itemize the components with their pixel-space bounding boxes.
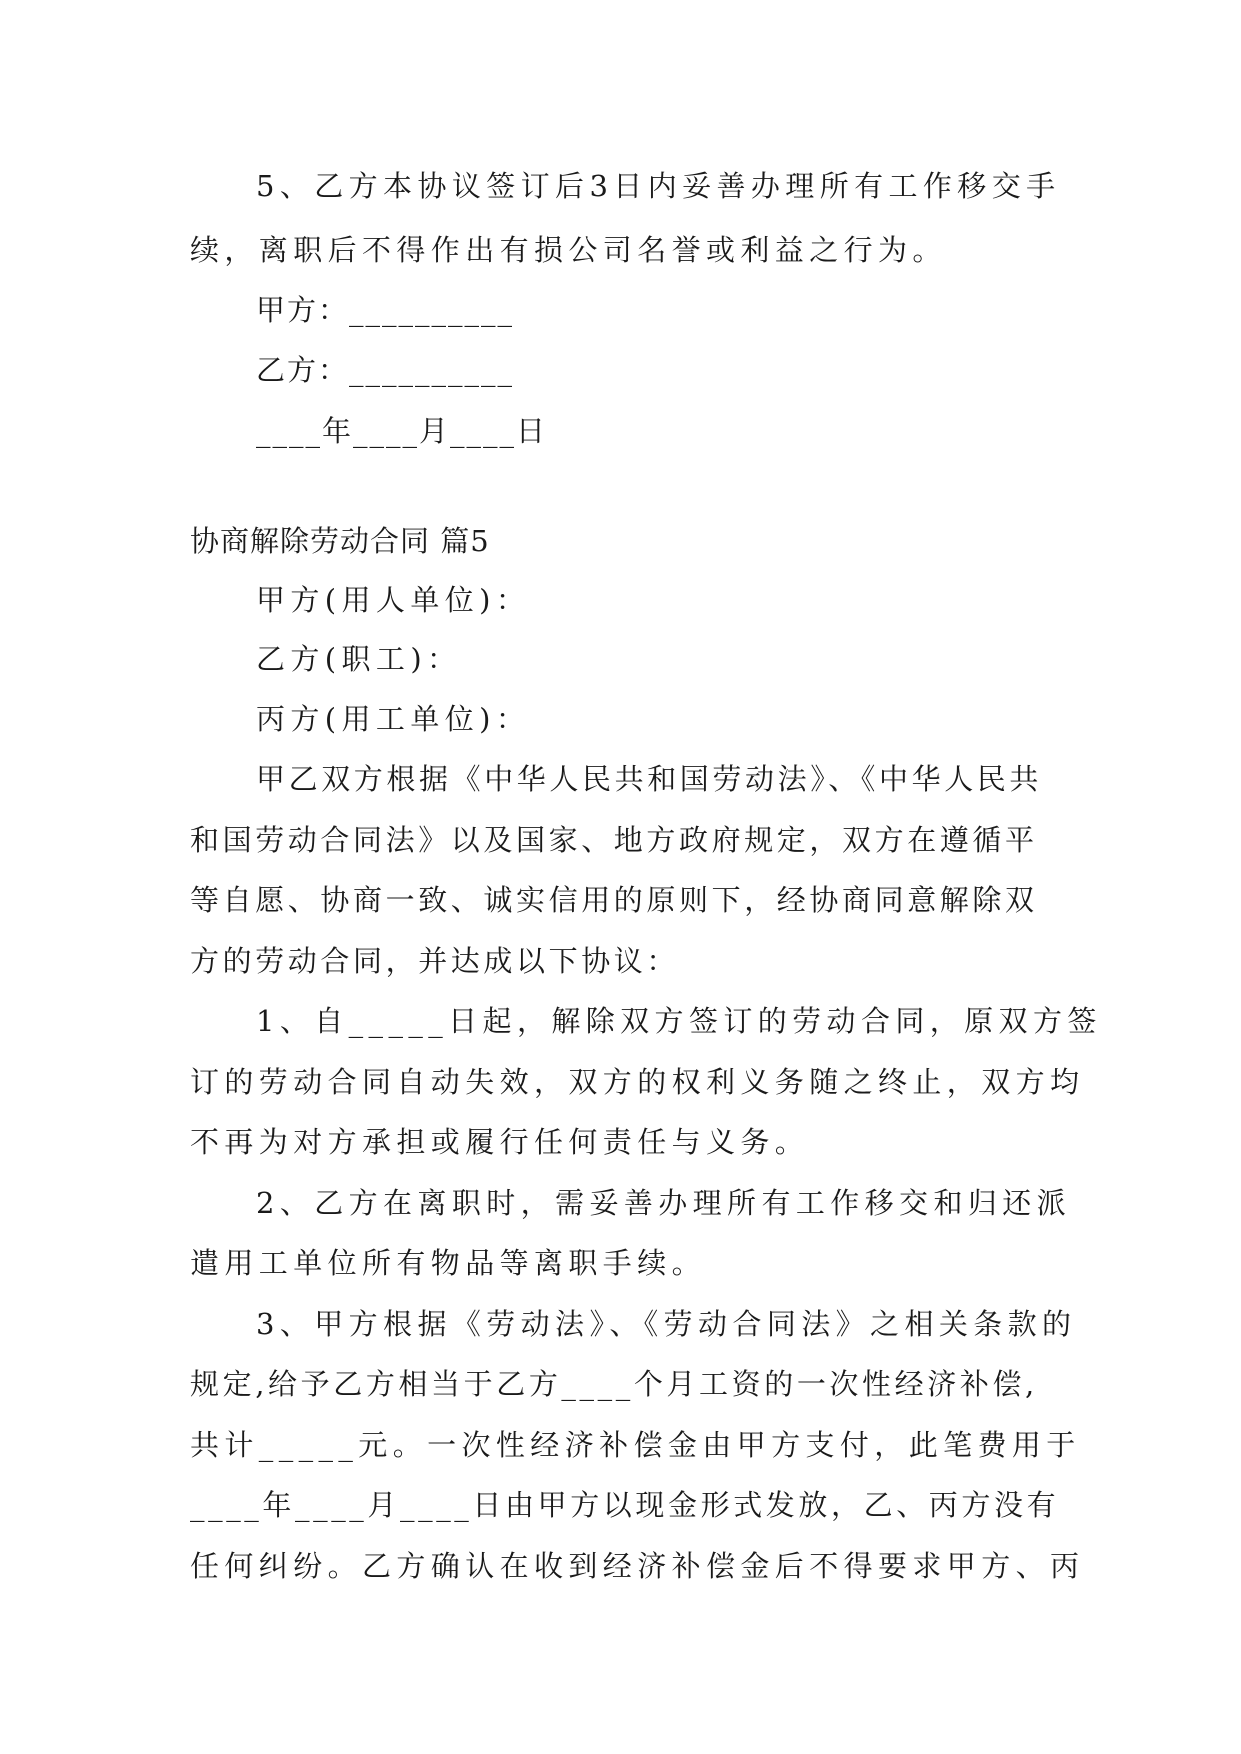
paragraph-line: 等自愿、协商一致、诚实信用的原则下，经协商同意解除双	[190, 883, 1038, 917]
paragraph-line: 方的劳动合同，并达成以下协议：	[190, 944, 680, 978]
clause-1-line: 不再为对方承担或履行任何责任与义务。	[190, 1125, 810, 1159]
party-a-label: 甲方(用人单位)：	[256, 583, 531, 617]
paragraph-line: 甲乙双方根据《中华人民共和国劳动法》、《中华人民共	[256, 762, 1043, 796]
paragraph-line: 5、乙方本协议签订后3日内妥善办理所有工作移交手	[256, 169, 1061, 203]
party-b-label: 乙方(职工)：	[256, 642, 462, 676]
clause-3-line: 共计_____元。一次性经济补偿金由甲方支付，此笔费用于	[190, 1428, 1081, 1462]
clause-2-line: 2、乙方在离职时，需妥善办理所有工作移交和归还派	[256, 1186, 1072, 1220]
party-c-label: 丙方(用工单位)：	[256, 702, 531, 736]
clause-3-line: ____年____月____日由甲方以现金形式发放，乙、丙方没有	[190, 1488, 1060, 1522]
paragraph-line: 续，离职后不得作出有损公司名誉或利益之行为。	[190, 233, 947, 267]
clause-3-line: 任何纠纷。乙方确认在收到经济补偿金后不得要求甲方、丙	[190, 1549, 1085, 1583]
signature-line-party-a: 甲方：__________	[256, 293, 515, 327]
section-heading: 协商解除劳动合同 篇5	[190, 524, 490, 558]
clause-3-line: 规定,给予乙方相当于乙方____个月工资的一次性经济补偿,	[190, 1367, 1038, 1401]
clause-1-line: 1、自_____日起，解除双方签订的劳动合同，原双方签	[256, 1004, 1102, 1038]
clause-1-line: 订的劳动合同自动失效，双方的权利义务随之终止，双方均	[190, 1065, 1085, 1099]
date-line: ____年____月____日	[256, 414, 548, 448]
signature-line-party-b: 乙方：__________	[256, 353, 515, 387]
paragraph-line: 和国劳动合同法》以及国家、地方政府规定，双方在遵循平	[190, 823, 1038, 857]
clause-3-line: 3、甲方根据《劳动法》、《劳动合同法》之相关条款的	[256, 1307, 1077, 1341]
clause-2-line: 遣用工单位所有物品等离职手续。	[190, 1246, 707, 1280]
